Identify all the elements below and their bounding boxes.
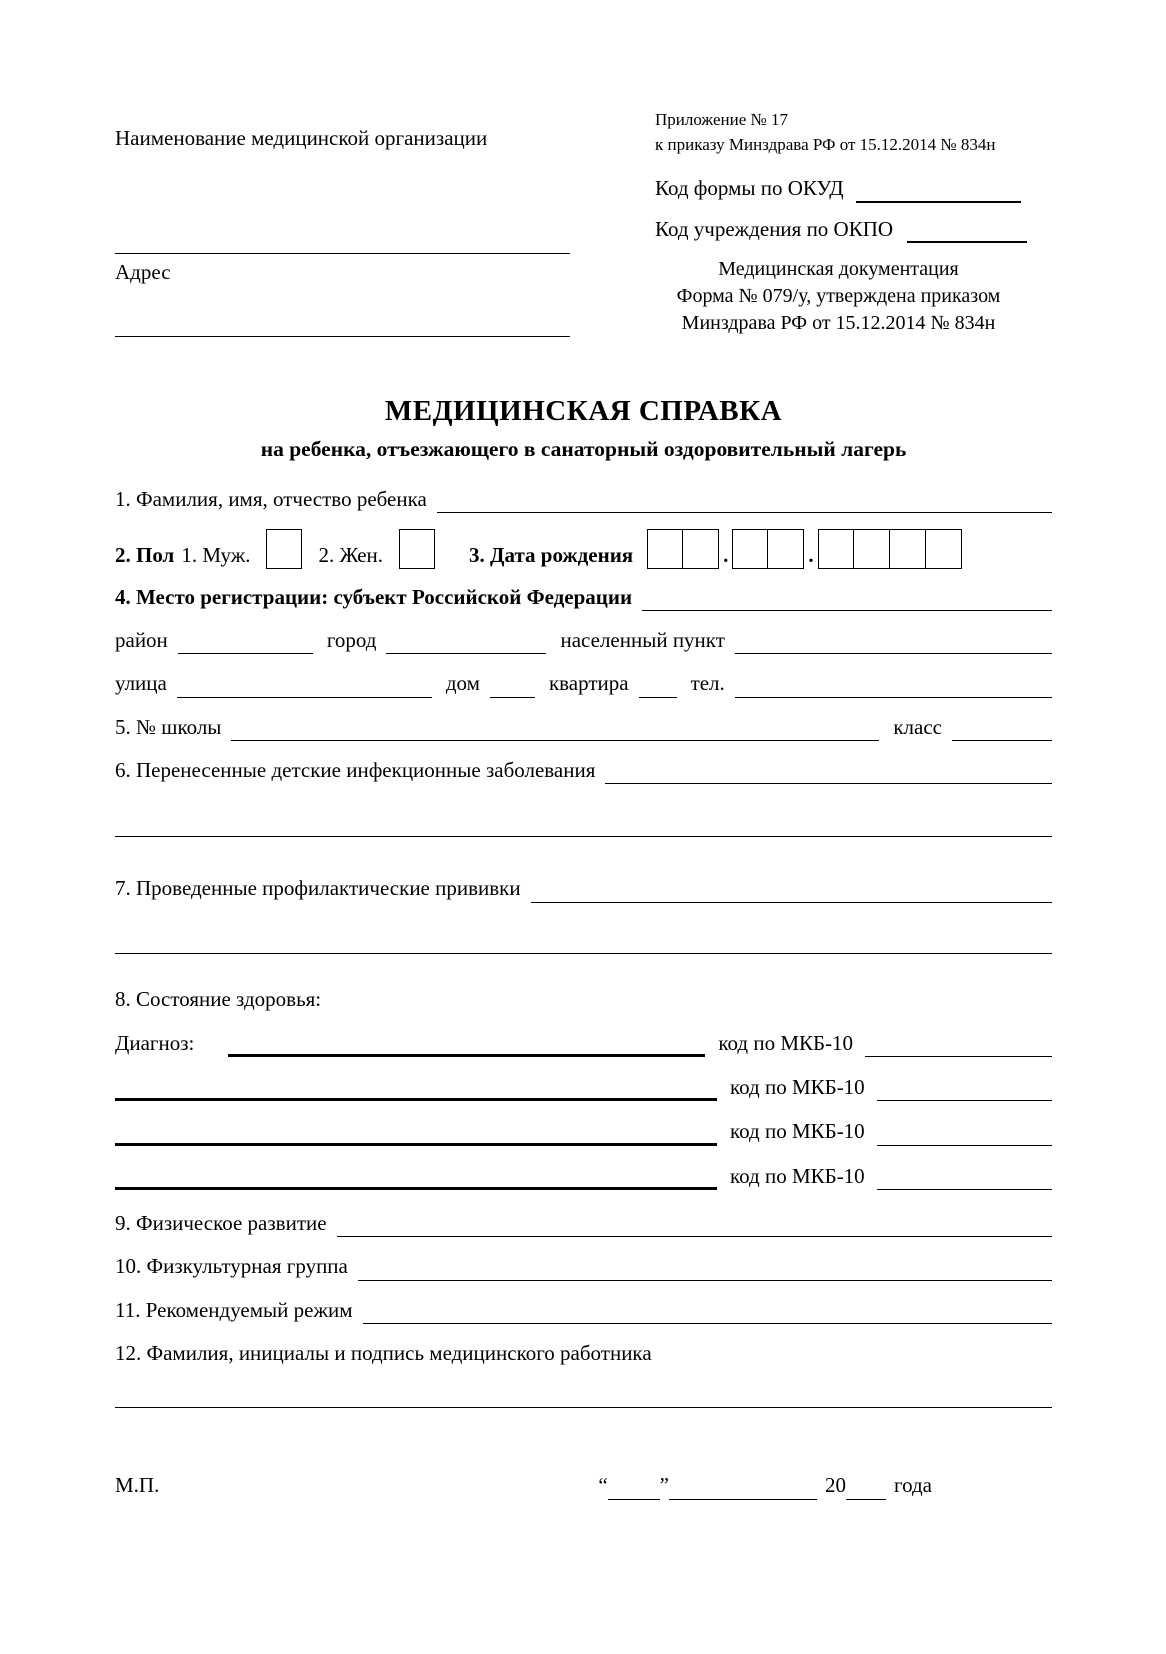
diagnosis-blank-4[interactable] <box>115 1187 717 1190</box>
pe-group-blank[interactable] <box>358 1280 1052 1281</box>
birth-month-cells[interactable] <box>732 529 804 569</box>
icd-blank-4[interactable] <box>877 1189 1052 1190</box>
city-blank[interactable] <box>386 653 546 654</box>
item3-label: 3. Дата рождения <box>469 542 634 567</box>
infections-blank[interactable] <box>605 783 1052 784</box>
city-label: город <box>326 628 377 653</box>
med-doc-line1: Медицинская документация <box>718 257 959 280</box>
icd-blank-1[interactable] <box>865 1056 1052 1057</box>
item6-row <box>115 757 1052 784</box>
item7-label: 7. Проведенные профилактические прививки <box>115 876 521 901</box>
diagnosis-row-1 <box>115 1030 1052 1057</box>
apartment-blank[interactable] <box>639 697 677 698</box>
icd-blank-2[interactable] <box>877 1100 1052 1101</box>
item7-row <box>115 875 1052 902</box>
okud-label: Код формы по ОКУД <box>655 176 844 201</box>
year-cell-4[interactable] <box>926 529 962 569</box>
date-signature-group <box>598 1472 932 1499</box>
settlement-label: населенный пункт <box>560 628 725 653</box>
form-header <box>115 108 1052 337</box>
item12-row <box>115 1340 1052 1367</box>
icd-label-2: код по МКБ-10 <box>730 1075 865 1100</box>
male-checkbox[interactable] <box>266 529 302 569</box>
okpo-label: Код учреждения по ОКПО <box>655 216 894 241</box>
form-subtitle: на ребенка, отъезжающего в санаторный оздоровительный лагерь <box>260 436 907 461</box>
item8-label: 8. Состояние здоровья: <box>115 986 322 1011</box>
child-name-blank[interactable] <box>437 512 1052 513</box>
settlement-blank[interactable] <box>735 653 1052 654</box>
school-blank[interactable] <box>231 740 879 741</box>
house-blank[interactable] <box>490 697 535 698</box>
form-footer <box>115 1472 1052 1499</box>
item10-row <box>115 1253 1052 1280</box>
item9-label: 9. Физическое развитие <box>115 1211 327 1236</box>
class-blank[interactable] <box>952 740 1052 741</box>
header-right-column <box>655 108 1052 337</box>
address-blank[interactable] <box>115 336 570 337</box>
street-label: улица <box>115 671 167 696</box>
day-cell-1[interactable] <box>647 529 683 569</box>
birth-day-cells[interactable] <box>647 529 719 569</box>
org-name-label: Наименование медицинской организации <box>115 126 488 150</box>
okpo-blank[interactable] <box>907 241 1027 243</box>
item5-label: 5. № школы <box>115 714 222 739</box>
icd-label-3: код по МКБ-10 <box>730 1119 865 1144</box>
spacer <box>115 152 570 214</box>
infections-blank-line2[interactable] <box>115 836 1052 837</box>
med-doc-line3: Минздрава РФ от 15.12.2014 № 834н <box>681 311 996 334</box>
item1-row <box>115 486 1052 513</box>
item6-label: 6. Перенесенные детские инфекционные заболевания <box>115 757 596 782</box>
okud-row <box>655 175 1052 202</box>
diagnosis-blank-3[interactable] <box>115 1143 717 1146</box>
item10-label: 10. Физкультурная группа <box>115 1254 348 1279</box>
diagnosis-row-4 <box>115 1163 1052 1190</box>
vaccinations-blank[interactable] <box>531 902 1052 903</box>
day-blank[interactable] <box>608 1499 660 1500</box>
class-label: класс <box>893 714 942 739</box>
month-cell-1[interactable] <box>732 529 768 569</box>
item4-row <box>115 584 1052 611</box>
diagnosis-label: Диагноз: <box>115 1030 195 1055</box>
diagnosis-row-2 <box>115 1074 1052 1101</box>
item4-label: 4. Место регистрации: субъект Российской Федерации <box>115 584 633 609</box>
year-cell-2[interactable] <box>854 529 890 569</box>
med-doc-line2: Форма № 079/у, утверждена приказом <box>676 284 1001 307</box>
district-blank[interactable] <box>178 653 313 654</box>
item2-item3-row <box>115 529 1052 569</box>
street-row <box>115 670 1052 697</box>
physical-development-blank[interactable] <box>337 1236 1052 1237</box>
med-doc-block <box>655 256 1052 337</box>
regimen-blank[interactable] <box>363 1323 1052 1324</box>
diagnosis-blank-2[interactable] <box>115 1098 717 1101</box>
phone-blank[interactable] <box>735 697 1052 698</box>
title-block <box>115 393 1052 464</box>
date-dot: . <box>808 542 814 567</box>
okud-blank[interactable] <box>856 201 1021 203</box>
date-dot: . <box>723 542 729 567</box>
district-city-row <box>115 627 1052 654</box>
diagnosis-row-3 <box>115 1118 1052 1145</box>
diagnosis-blank-1[interactable] <box>228 1054 705 1057</box>
item2-label: 2. Пол <box>115 542 175 567</box>
region-blank[interactable] <box>642 610 1052 611</box>
form-title: МЕДИЦИНСКАЯ СПРАВКА <box>384 394 783 427</box>
item8-row <box>115 986 1052 1013</box>
okpo-row <box>655 216 1052 243</box>
phone-label: тел. <box>690 671 725 696</box>
year-blank[interactable] <box>846 1499 886 1500</box>
appendix-line1: Приложение № 17 <box>655 110 788 129</box>
item12-label: 12. Фамилия, инициалы и подпись медицинского работника <box>115 1340 652 1365</box>
stamp-label: М.П. <box>115 1473 160 1498</box>
quote-open: “ <box>598 1473 608 1498</box>
header-left-column <box>115 108 570 337</box>
address-label: Адрес <box>115 259 171 284</box>
icd-label-4: код по МКБ-10 <box>730 1163 865 1188</box>
quote-close: ” <box>659 1473 669 1498</box>
street-blank[interactable] <box>177 697 432 698</box>
appendix-line2: к приказу Минздрава РФ от 15.12.2014 № 834н <box>655 134 996 154</box>
icd-blank-3[interactable] <box>877 1145 1052 1146</box>
item11-label: 11. Рекомендуемый режим <box>115 1297 353 1322</box>
icd-label-1: код по МКБ-10 <box>718 1030 854 1055</box>
item9-row <box>115 1210 1052 1237</box>
female-checkbox[interactable] <box>399 529 435 569</box>
birth-year-cells[interactable] <box>818 529 962 569</box>
org-name-blank[interactable] <box>115 253 570 254</box>
district-label: район <box>115 628 168 653</box>
year-suffix: года <box>894 1473 932 1498</box>
item1-label: 1. Фамилия, имя, отчество ребенка <box>115 486 427 511</box>
month-cell-2[interactable] <box>768 529 804 569</box>
day-cell-2[interactable] <box>683 529 719 569</box>
item11-row <box>115 1297 1052 1324</box>
year-cell-1[interactable] <box>818 529 854 569</box>
apartment-label: квартира <box>548 671 629 696</box>
year-prefix: 20 <box>825 1473 846 1498</box>
vaccinations-blank-line2[interactable] <box>115 953 1052 954</box>
female-label: 2. Жен. <box>318 542 384 567</box>
male-label: 1. Муж. <box>181 542 251 567</box>
item5-row <box>115 714 1052 741</box>
year-cell-3[interactable] <box>890 529 926 569</box>
appendix-note <box>655 108 1052 157</box>
house-label: дом <box>445 671 480 696</box>
month-blank[interactable] <box>669 1499 817 1500</box>
medical-worker-blank-line[interactable] <box>115 1407 1052 1408</box>
